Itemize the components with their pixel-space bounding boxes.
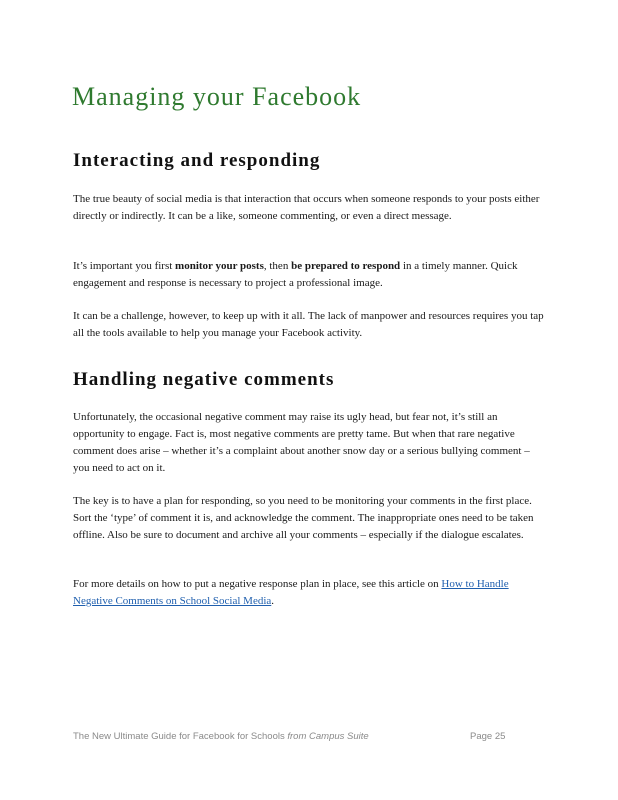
page-title: Managing your Facebook xyxy=(72,82,362,111)
footer-publisher: from Campus Suite xyxy=(287,731,369,742)
section-heading-interacting: Interacting and responding xyxy=(73,150,321,171)
paragraph-text: It’s important you first xyxy=(73,260,176,272)
footer-guide-title xyxy=(73,731,369,742)
section-heading-negative: Handling negative comments xyxy=(73,369,335,390)
paragraph-text: in a timely manner. Quick engagement and response is necessary to project a professional image. xyxy=(73,260,518,289)
bold-phrase-respond: be prepared to respond xyxy=(291,260,401,272)
paragraph-text: . xyxy=(271,595,275,607)
page-number: Page 25 xyxy=(470,731,506,742)
paragraph-monitor-posts xyxy=(73,258,545,292)
paragraph-more-details xyxy=(73,576,545,610)
paragraph-negative-comments: Unfortunately, the occasional negative comment may raise its ugly head, but fear not, it’s still an opportunity to engage. Fact is, most negative comments are pretty tame. But when that rare negative comment does arise – whether it’s a complaint about another snow day or a serious bullying comment – you need to act on it. xyxy=(73,411,530,474)
paragraph-response-plan: The key is to have a plan for responding, so you need to be monitoring your comments in the first place. Sort the ‘type’ of comment it is, and acknowledge the comment. The inappropriate ones need to be taken offline. Also be sure to document and archive all your comments – especially if the dialogue escalates. xyxy=(73,495,534,541)
paragraph-challenge: It can be a challenge, however, to keep up with it all. The lack of manpower and resources requires you tap all the tools available to help you manage your Facebook activity. xyxy=(73,310,544,339)
footer-guide-text: The New Ultimate Guide for Facebook for Schools xyxy=(73,731,285,742)
paragraph-social-media-beauty: The true beauty of social media is that interaction that occurs when someone responds to your posts either directly or indirectly. It can be a like, someone commenting, or even a direct message. xyxy=(73,193,540,222)
bold-phrase-monitor: monitor your posts xyxy=(175,260,264,272)
paragraph-text: , then xyxy=(263,260,292,272)
article-link[interactable]: How to Handle Negative Comments on School Social Media xyxy=(73,578,509,607)
paragraph-text: For more details on how to put a negative response plan in place, see this article on xyxy=(73,578,442,590)
